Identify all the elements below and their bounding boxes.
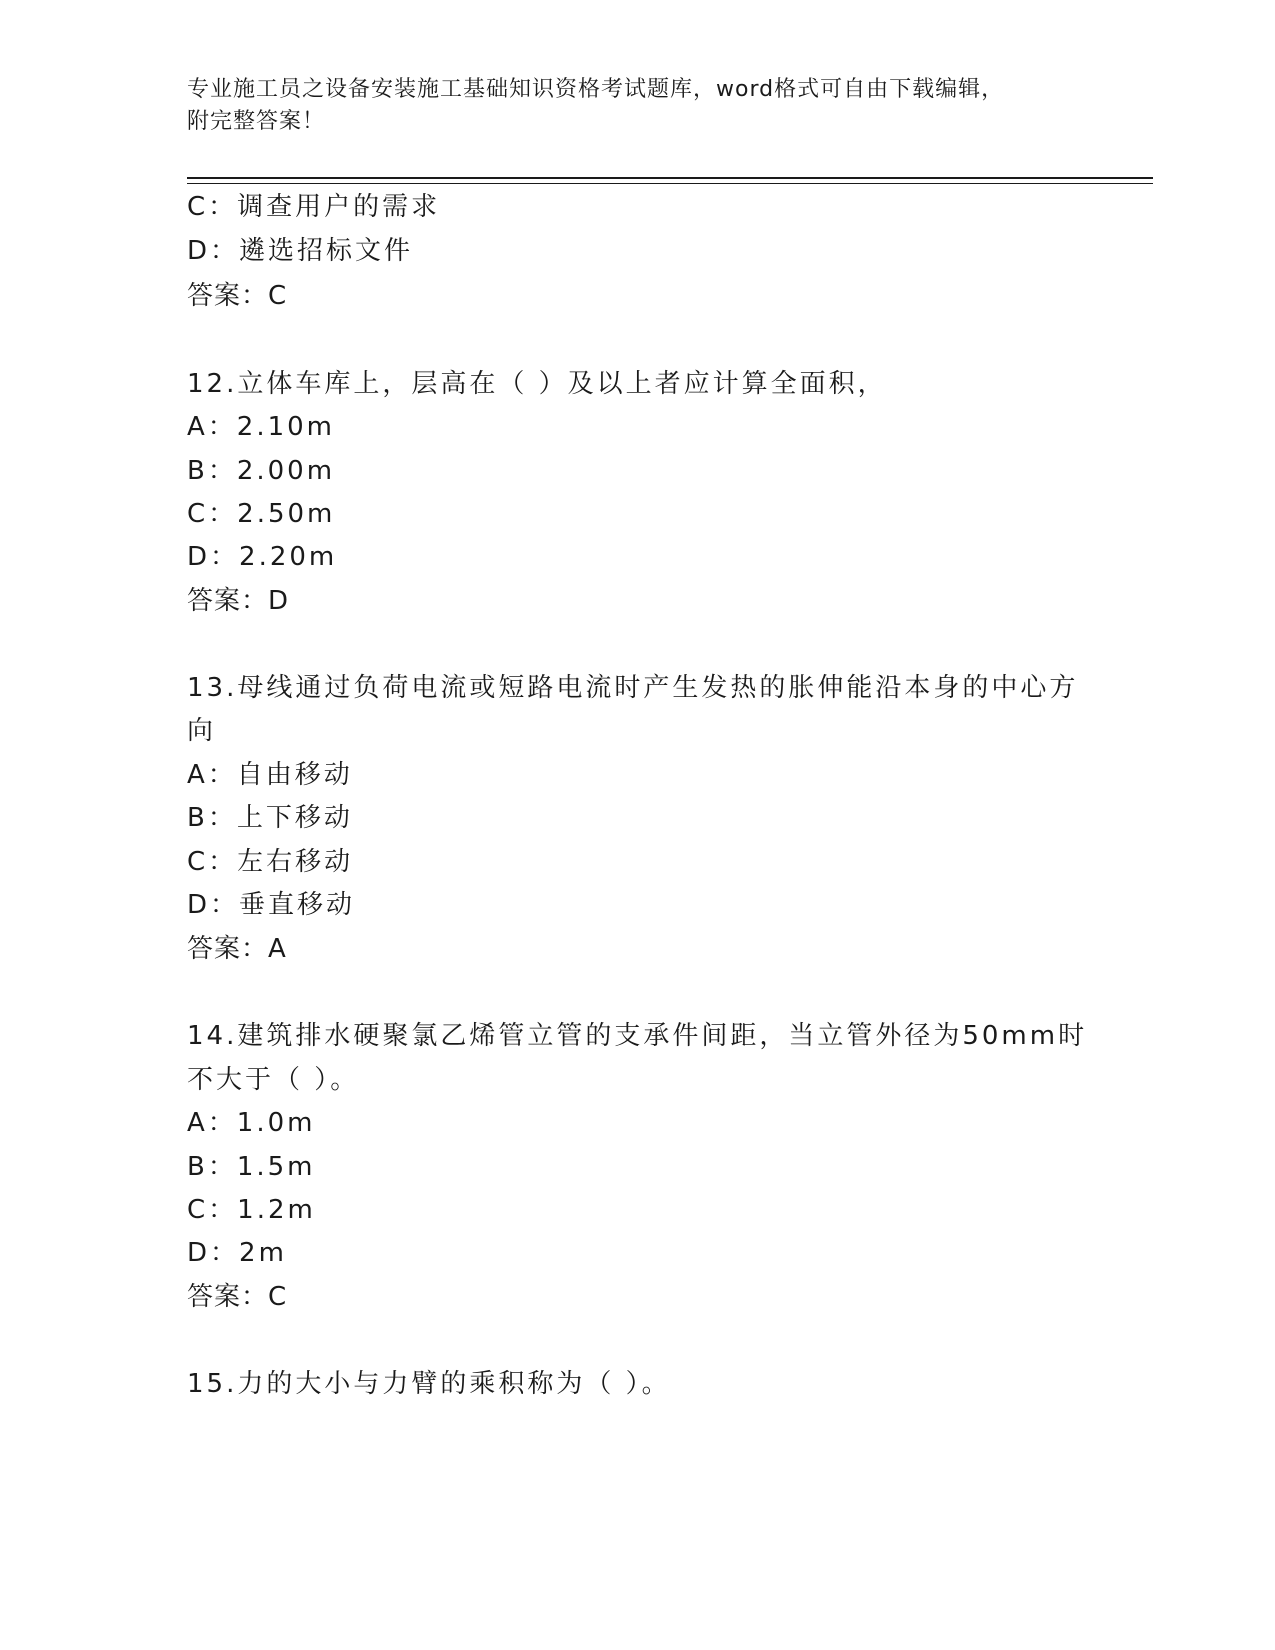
prev-option-c: C：调查用户的需求 [187, 192, 441, 222]
document-header [187, 74, 1067, 138]
q14-option-a: A：1.0m [187, 1108, 316, 1138]
q12-option-c: C：2.50m [187, 499, 336, 529]
q14-stem-line-2: 不大于（ ）。 [187, 1065, 360, 1095]
q14-option-d: D：2m [187, 1238, 287, 1268]
q12-option-d: D：2.20m [187, 542, 338, 572]
q13-option-a: A：自由移动 [187, 760, 353, 790]
q14-option-c: C：1.2m [187, 1195, 316, 1225]
q15-stem: 15.力的大小与力臂的乘积称为（ ）。 [187, 1369, 671, 1399]
q13-stem-line-2: 向 [187, 716, 217, 746]
prev-option-d: D：遴选招标文件 [187, 236, 414, 266]
q13-answer: 答案：A [187, 934, 287, 964]
header-line-1: 专业施工员之设备安装施工基础知识资格考试题库，word格式可自由下载编辑， [187, 77, 1005, 102]
q14-answer: 答案：C [187, 1282, 288, 1312]
header-divider-thick [187, 177, 1153, 179]
q12-answer: 答案：D [187, 586, 290, 616]
q13-option-b: B：上下移动 [187, 803, 353, 833]
q13-option-d: D：垂直移动 [187, 890, 356, 920]
q14-option-b: B：1.5m [187, 1152, 316, 1182]
header-line-2: 附完整答案！ [187, 109, 326, 134]
q13-stem-line-1: 13.母线通过负荷电流或短路电流时产生发热的胀伸能沿本身的中心方 [187, 673, 1079, 703]
prev-answer: 答案：C [187, 281, 288, 311]
header-divider-thin [187, 183, 1153, 184]
q12-stem: 12.立体车库上，层高在（ ）及以上者应计算全面积， [187, 369, 887, 399]
q12-option-b: B：2.00m [187, 456, 336, 486]
q13-option-c: C：左右移动 [187, 847, 354, 877]
q14-stem-line-1: 14.建筑排水硬聚氯乙烯管立管的支承件间距，当立管外径为50mm时 [187, 1021, 1088, 1051]
q12-option-a: A：2.10m [187, 412, 336, 442]
